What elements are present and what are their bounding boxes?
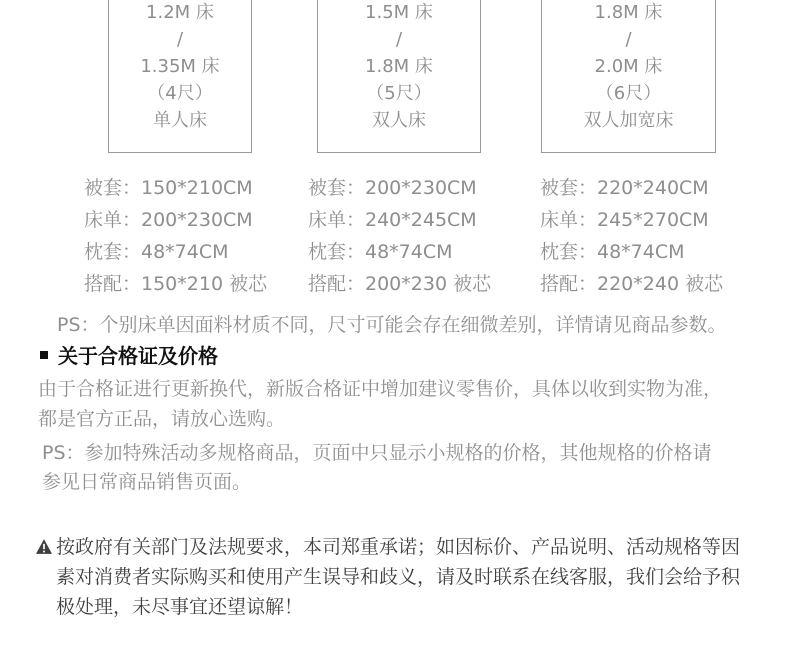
- certificate-body-line: 由于合格证进行更新换代，新版合格证中增加建议零售价，具体以收到实物为准，: [38, 378, 723, 400]
- bed-size-line: （6尺）: [595, 83, 662, 104]
- bed-size-line: （4尺）: [147, 83, 213, 104]
- certificate-ps-line: 参见日常商品销售页面。: [42, 471, 252, 493]
- spec-duvet-cover: 被套：220*240CM: [540, 177, 709, 199]
- bed-size-line: 单人床: [153, 110, 207, 131]
- bed-size-box-1.8m: [541, 0, 716, 153]
- bed-size-line: 1.8M 床: [594, 2, 663, 23]
- disclaimer-line: 极处理，未尽事宜还望谅解！: [56, 596, 304, 618]
- disclaimer-line: 按政府有关部门及法规要求，本司郑重承诺；如因标价、产品说明、活动规格等因: [56, 536, 741, 558]
- bed-size-line: 1.35M 床: [140, 56, 220, 77]
- section-title-certificate-price: 关于合格证及价格: [58, 344, 218, 368]
- spec-column-double-bed: [308, 172, 491, 300]
- bed-size-line: 双人床: [372, 110, 426, 131]
- disclaimer-line: 素对消费者实际购买和使用产生误导和歧义，请及时联系在线客服，我们会给予积: [56, 566, 741, 588]
- certificate-ps-note: [42, 439, 712, 497]
- spec-bed-sheet: 床单：200*230CM: [84, 209, 253, 231]
- certificate-body-line: 都是官方正品，请放心选购。: [38, 408, 286, 430]
- bed-size-line: /: [395, 29, 403, 50]
- spec-pillowcase: 枕套：48*74CM: [308, 241, 453, 263]
- certificate-ps-line: PS：参加特殊活动多规格商品，页面中只显示小规格的价格，其他规格的价格请: [42, 442, 712, 464]
- size-chart-ps-note: PS：个别床单因面料材质不同，尺寸可能会存在细微差别，详情请见商品参数。: [57, 314, 727, 336]
- certificate-body-text: [38, 374, 722, 434]
- spec-bed-sheet: 床单：245*270CM: [540, 209, 709, 231]
- bed-size-line: /: [625, 29, 632, 50]
- bed-size-line: （5尺）: [366, 83, 432, 104]
- bed-size-box-1.2m: [108, 0, 252, 153]
- warning-triangle-icon: [36, 539, 52, 554]
- bed-size-line: /: [176, 29, 184, 50]
- bed-size-line: 双人加宽床: [583, 110, 674, 131]
- spec-column-single-bed: [84, 172, 267, 300]
- section-bullet-icon: [40, 351, 48, 359]
- spec-pillowcase: 枕套：48*74CM: [540, 241, 685, 263]
- spec-duvet-cover: 被套：200*230CM: [308, 177, 477, 199]
- spec-bed-sheet: 床单：240*245CM: [308, 209, 477, 231]
- bed-size-line: 1.2M 床: [146, 2, 214, 23]
- spec-duvet-match: 搭配：150*210 被芯: [84, 273, 268, 295]
- spec-pillowcase: 枕套：48*74CM: [84, 241, 229, 263]
- bed-size-line: 2.0M 床: [594, 56, 663, 77]
- spec-duvet-cover: 被套：150*210CM: [84, 177, 253, 199]
- bed-size-line: 1.8M 床: [365, 56, 433, 77]
- legal-disclaimer-text: [56, 532, 740, 622]
- bed-size-box-1.5m: [317, 0, 481, 153]
- spec-duvet-match: 搭配：200*230 被芯: [308, 273, 492, 295]
- spec-duvet-match: 搭配：220*240 被芯: [540, 273, 724, 295]
- spec-column-wide-double-bed: [540, 172, 723, 300]
- bed-size-line: 1.5M 床: [365, 2, 433, 23]
